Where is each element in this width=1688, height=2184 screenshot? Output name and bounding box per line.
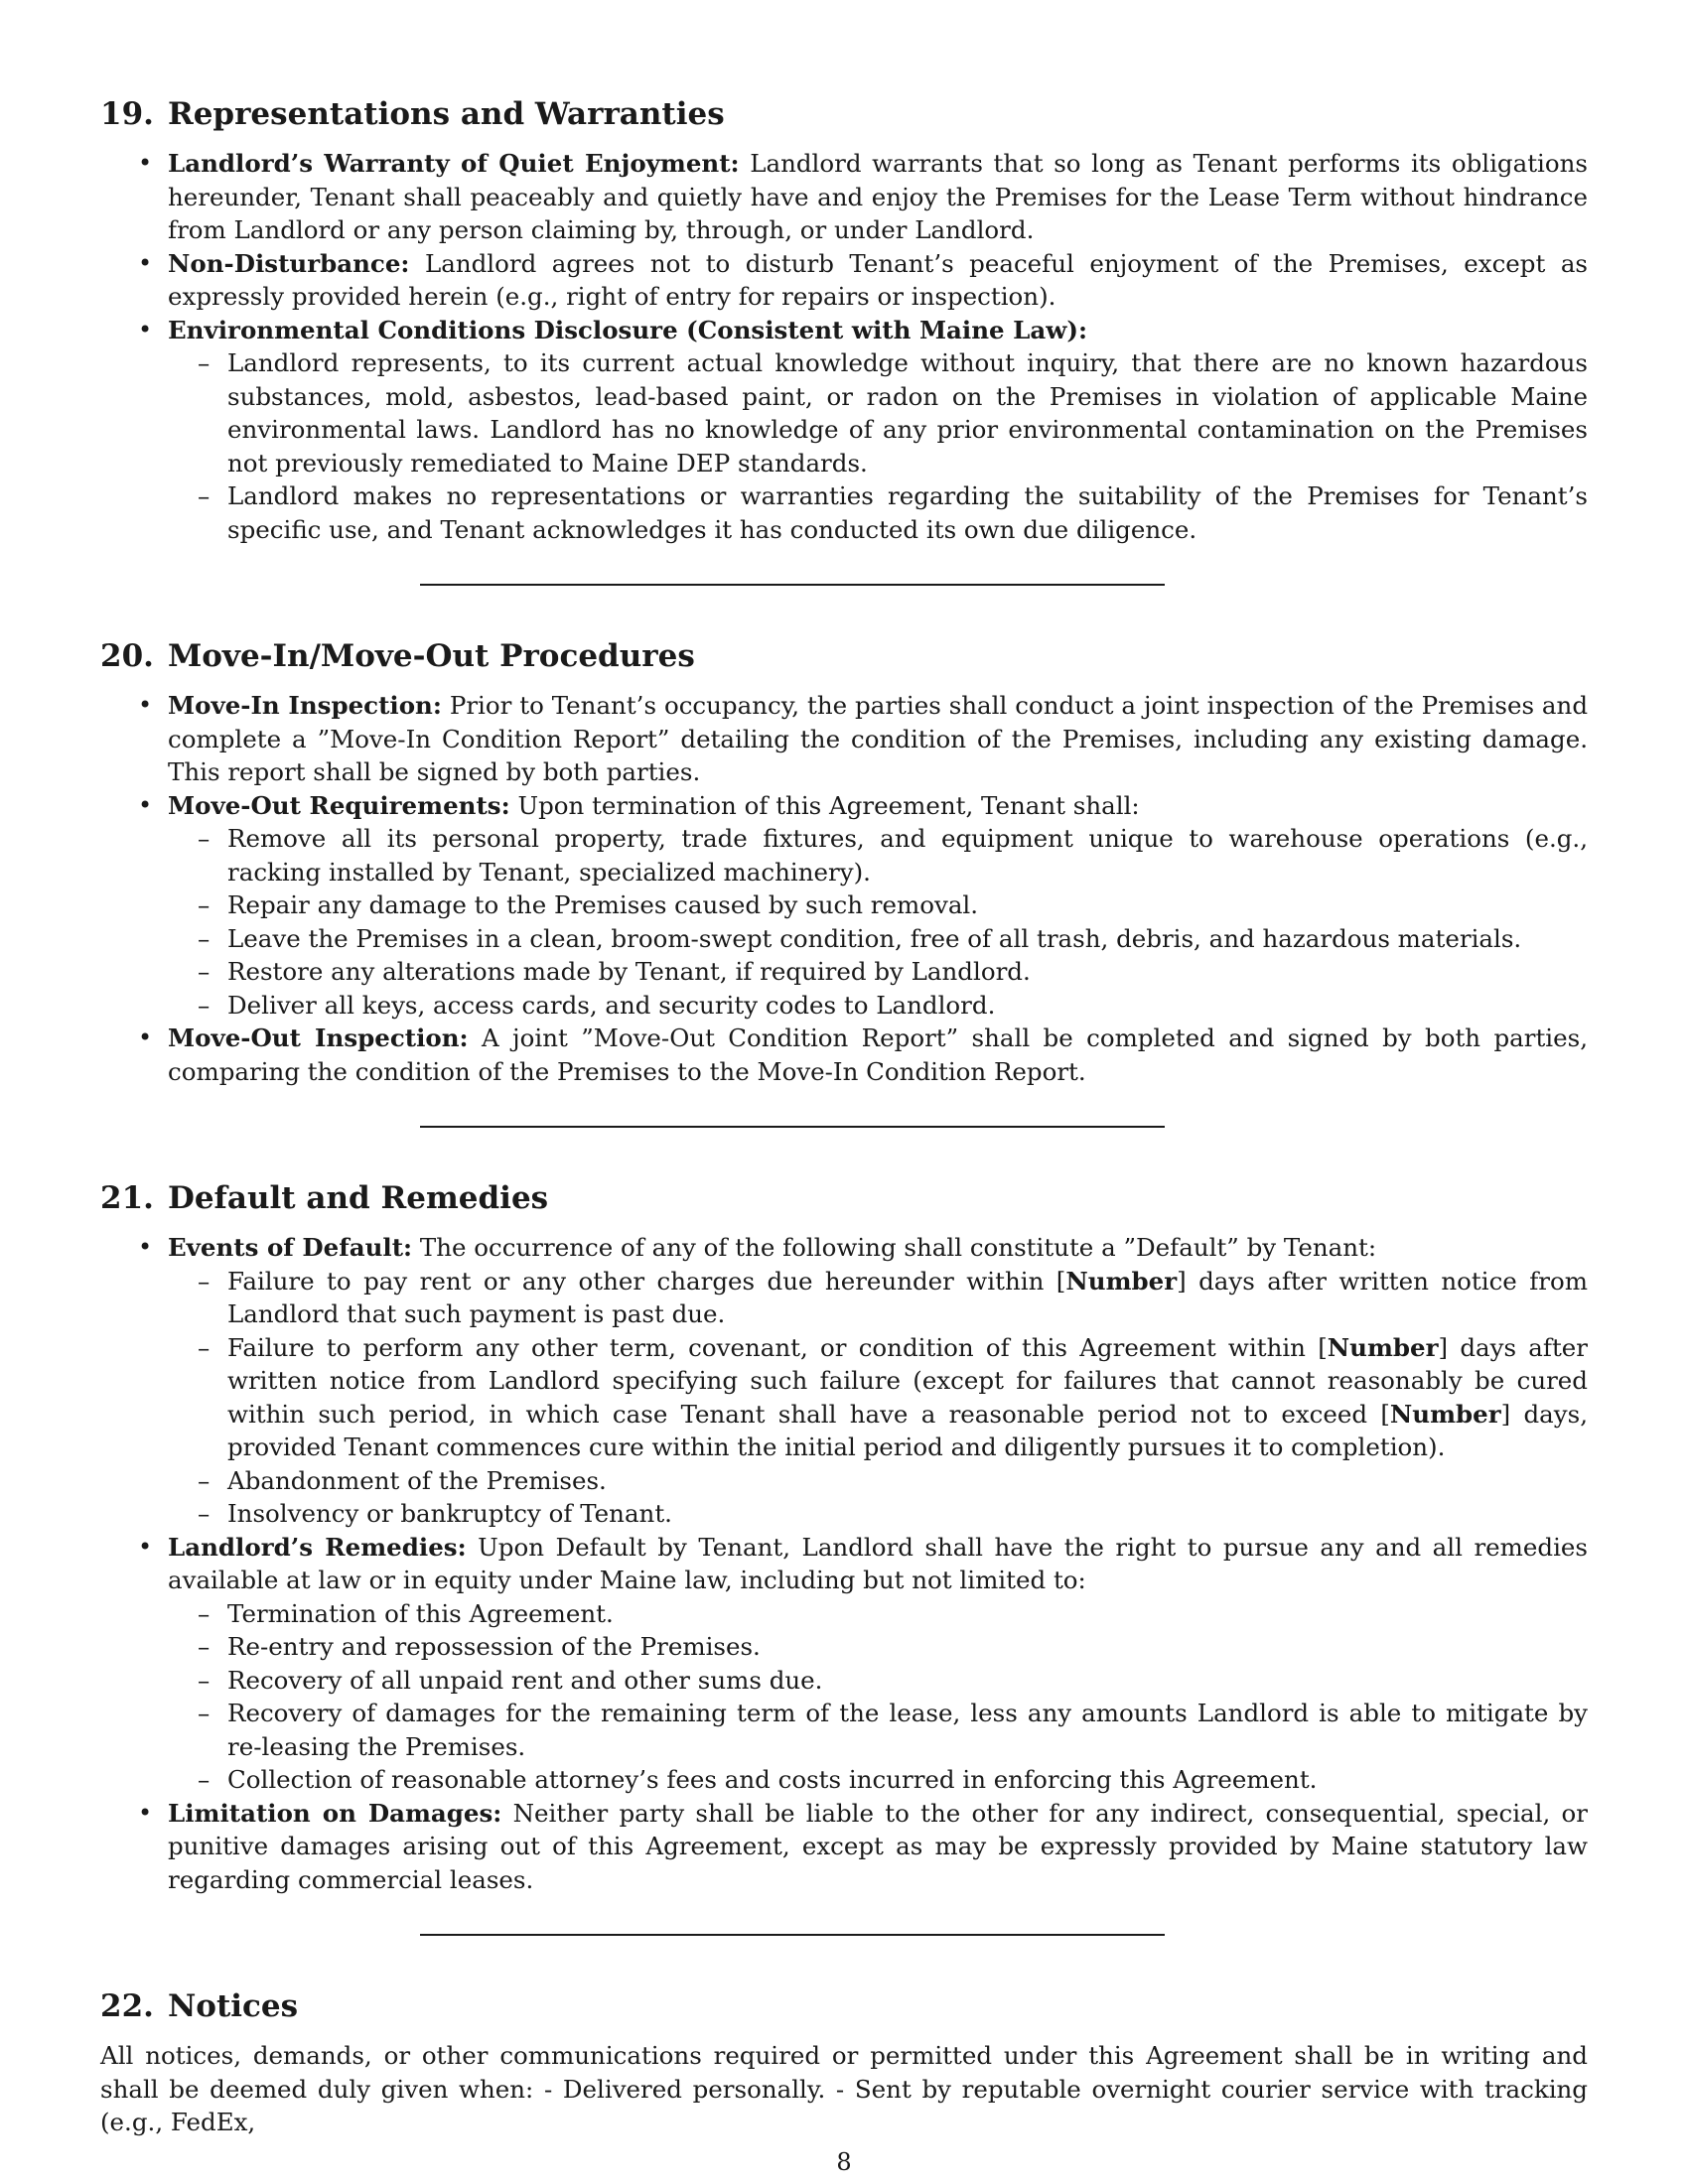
- item-text: Upon termination of this Agreement, Tenant shall:: [517, 790, 1140, 820]
- item-lead: Environmental Conditions Disclosure (Consistent with Maine Law):: [168, 315, 1087, 344]
- sub-item-text: Landlord makes no representations or warranties regarding the suitability of the Premises for Tenant’s specific use, and Tenant acknowledges it has conducted its own due diligence.: [227, 481, 1588, 544]
- list-item: [100, 689, 1588, 789]
- list-item: [100, 147, 1588, 247]
- sub-item-text: Failure to perform any other term, covenant, or condition of this Agreement within [: [227, 1332, 1328, 1362]
- bullet-list: [100, 689, 1588, 1088]
- section-22: [100, 1987, 1588, 2139]
- sub-list-item: [168, 1630, 1588, 1664]
- sub-list-item: [168, 1464, 1588, 1498]
- sub-list: [168, 1597, 1588, 1797]
- bullet-icon: •: [138, 1532, 153, 1561]
- section-number: 21.: [100, 1180, 154, 1216]
- dash-icon: –: [198, 1332, 211, 1362]
- sub-item-text: ] days, provided Tenant commences cure within the initial period and diligently pursues it to completion).: [227, 1399, 1588, 1461]
- sub-list-item: [168, 1331, 1588, 1464]
- sub-list-item: [168, 822, 1588, 888]
- section-divider: [420, 584, 1165, 586]
- sub-list: [168, 822, 1588, 1022]
- sub-item-text: Leave the Premises in a clean, broom-swept condition, free of all trash, debris, and hazardous materials.: [227, 923, 1522, 953]
- item-text: Landlord warrants that so long as Tenant performs its obligations hereunder, Tenant shall peaceably and quietly have and enjoy the Premises for the Lease Term without hindrance from Landlord or any person claiming by, through, or under Landlord.: [168, 149, 1588, 244]
- bullet-icon: •: [138, 790, 153, 819]
- dash-icon: –: [198, 923, 211, 953]
- dash-icon: –: [198, 957, 211, 986]
- bullet-icon: •: [138, 248, 153, 277]
- section-20: [100, 637, 1588, 1088]
- placeholder-number: Number: [1327, 1332, 1439, 1362]
- dash-icon: –: [198, 890, 211, 919]
- section-heading: [100, 637, 1588, 675]
- placeholder-number: Number: [1065, 1266, 1178, 1296]
- sub-list-item: [168, 989, 1588, 1023]
- notices-paragraph: All notices, demands, or other communications required or permitted under this Agreement shall be in writing and shall be deemed duly given when: - Delivered personally. - Sent by reputable overnight courier service with tracking (e.g., FedEx,: [100, 2041, 1588, 2136]
- list-item: [100, 1797, 1588, 1897]
- bullet-icon: •: [138, 1798, 153, 1827]
- dash-icon: –: [198, 1765, 211, 1794]
- sub-item-text: Recovery of damages for the remaining term of the lease, less any amounts Landlord is able to mitigate by re-leasing the Premises.: [227, 1699, 1588, 1761]
- item-text: The occurrence of any of the following shall constitute a ”Default” by Tenant:: [419, 1233, 1377, 1262]
- item-lead: Move-Out Inspection:: [168, 1024, 469, 1052]
- sub-list-item: [168, 1763, 1588, 1797]
- dash-icon: –: [198, 1598, 211, 1628]
- list-item: [100, 1531, 1588, 1797]
- page-number: 8: [836, 2148, 852, 2176]
- bullet-icon: •: [138, 315, 153, 343]
- sub-item-text: Termination of this Agreement.: [227, 1598, 614, 1628]
- section-number: 19.: [100, 96, 154, 132]
- dash-icon: –: [198, 1632, 211, 1661]
- sub-item-text: Deliver all keys, access cards, and security codes to Landlord.: [227, 990, 996, 1020]
- section-heading: [100, 1179, 1588, 1217]
- section-number: 20.: [100, 638, 154, 674]
- item-text: Landlord agrees not to disturb Tenant’s peaceful enjoyment of the Premises, except as expressly provided herein (e.g., right of entry for repairs or inspection).: [168, 248, 1588, 311]
- dash-icon: –: [198, 1699, 211, 1727]
- section-title: Move-In/Move-Out Procedures: [167, 638, 695, 674]
- bullet-icon: •: [138, 691, 153, 719]
- item-text: A joint ”Move-Out Condition Report” shall be completed and signed by both parties, comparing the condition of the Premises to the Move-In Condition Report.: [168, 1024, 1589, 1086]
- section-title: Notices: [167, 1988, 299, 2024]
- section-divider: [420, 1934, 1165, 1936]
- page-content: [100, 95, 1588, 2139]
- item-lead: Move-Out Requirements:: [168, 790, 510, 820]
- sub-item-text: Landlord represents, to its current actual knowledge without inquiry, that there are no known hazardous substances, mold, asbestos, lead-based paint, or radon on the Premises in violation of applicable Maine environmental laws. Landlord has no knowledge of any prior environmental contamination on the Premises not previously remediated to Maine DEP standards.: [227, 348, 1588, 478]
- bullet-icon: •: [138, 1024, 153, 1051]
- sub-list-item: [168, 922, 1588, 956]
- sub-item-text: Recovery of all unpaid rent and other sums due.: [227, 1665, 823, 1695]
- section-heading: [100, 1987, 1588, 2025]
- sub-list-item: [168, 1265, 1588, 1331]
- section-divider: [420, 1126, 1165, 1128]
- dash-icon: –: [198, 824, 211, 853]
- placeholder-number: Number: [1389, 1399, 1501, 1429]
- sub-item-text: Restore any alterations made by Tenant, if required by Landlord.: [227, 957, 1031, 986]
- dash-icon: –: [198, 481, 211, 510]
- item-lead: Events of Default:: [168, 1233, 413, 1262]
- sub-item-text: ] days after written notice from Landlord specifying such failure (except for failures that cannot reasonably be cured within such period, in which case Tenant shall have a reasonable period not to exceed [: [227, 1332, 1588, 1429]
- bullet-icon: •: [138, 1233, 153, 1261]
- sub-list-item: [168, 346, 1588, 479]
- sub-item-text: Collection of reasonable attorney’s fees and costs incurred in enforcing this Agreement.: [227, 1765, 1318, 1794]
- dash-icon: –: [198, 348, 211, 377]
- sub-item-text: Abandonment of the Premises.: [227, 1465, 607, 1495]
- sub-list: [168, 1265, 1588, 1531]
- list-item: [100, 1022, 1588, 1088]
- section-21: [100, 1179, 1588, 1896]
- list-item: [100, 1231, 1588, 1531]
- item-text: Neither party shall be liable to the other for any indirect, consequential, special, or punitive damages arising out of this Agreement, except as may be expressly provided by Maine statutory law regarding commercial leases.: [168, 1798, 1588, 1894]
- sub-list-item: [168, 955, 1588, 989]
- list-item: [100, 314, 1588, 547]
- bullet-icon: •: [138, 149, 153, 177]
- dash-icon: –: [198, 1499, 211, 1528]
- item-lead: Landlord’s Warranty of Quiet Enjoyment:: [168, 149, 740, 178]
- sub-list-item: [168, 1664, 1588, 1698]
- item-text: Prior to Tenant’s occupancy, the parties shall conduct a joint inspection of the Premises and complete a ”Move-In Condition Report” detailing the condition of the Premises, including any existing damage. This report shall be signed by both parties.: [168, 691, 1588, 786]
- bullet-list: [100, 1231, 1588, 1896]
- item-lead: Non-Disturbance:: [168, 248, 410, 278]
- dash-icon: –: [198, 1465, 211, 1495]
- sub-list-item: [168, 1697, 1588, 1763]
- dash-icon: –: [198, 990, 211, 1020]
- item-lead: Move-In Inspection:: [168, 691, 442, 720]
- item-text: Upon Default by Tenant, Landlord shall have the right to pursue any and all remedies available at law or in equity under Maine law, including but not limited to:: [168, 1532, 1588, 1594]
- list-item: [100, 789, 1588, 1023]
- sub-list-item: [168, 479, 1588, 546]
- bullet-list: [100, 147, 1588, 546]
- sub-item-text: Repair any damage to the Premises caused by such removal.: [227, 890, 979, 919]
- sub-item-text: Failure to pay rent or any other charges due hereunder within [: [227, 1266, 1066, 1296]
- sub-list-item: [168, 888, 1588, 922]
- sub-list: [168, 346, 1588, 546]
- dash-icon: –: [198, 1266, 211, 1296]
- section-title: Representations and Warranties: [167, 96, 725, 132]
- section-19: [100, 95, 1588, 546]
- sub-list-item: [168, 1597, 1588, 1631]
- section-title: Default and Remedies: [167, 1180, 549, 1216]
- sub-list-item: [168, 1497, 1588, 1531]
- sub-item-text: ] days after written notice from Landlord that such payment is past due.: [227, 1266, 1588, 1328]
- sub-item-text: Insolvency or bankruptcy of Tenant.: [227, 1499, 672, 1528]
- section-heading: [100, 95, 1588, 133]
- section-number: 22.: [100, 1988, 154, 2024]
- sub-item-text: Remove all its personal property, trade fixtures, and equipment unique to warehouse operations (e.g., racking installed by Tenant, specialized machinery).: [227, 824, 1588, 887]
- sub-item-text: Re-entry and repossession of the Premises.: [227, 1632, 761, 1661]
- item-lead: Landlord’s Remedies:: [168, 1532, 467, 1562]
- dash-icon: –: [198, 1665, 211, 1695]
- item-lead: Limitation on Damages:: [168, 1798, 502, 1828]
- list-item: [100, 247, 1588, 314]
